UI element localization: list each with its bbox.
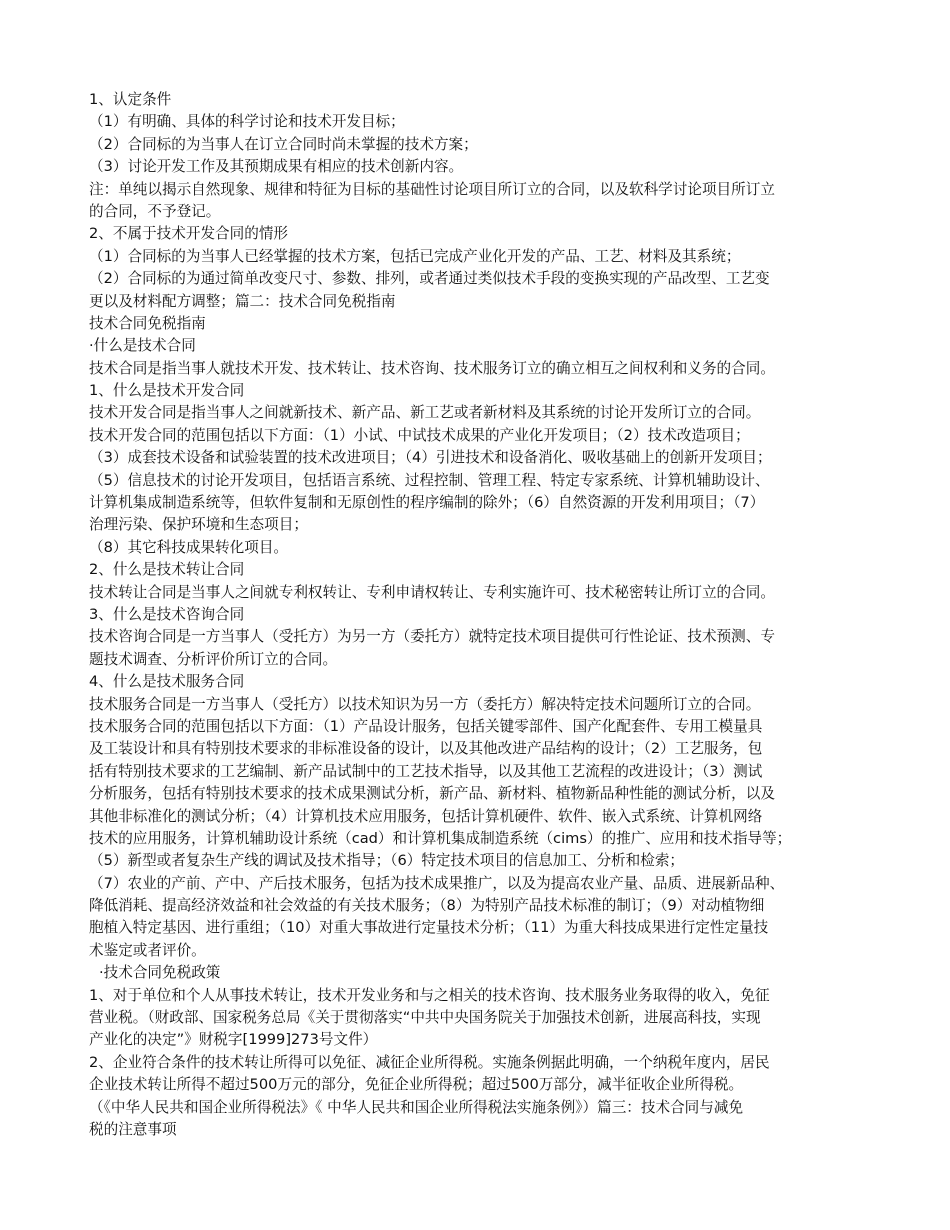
text-line: 1、对于单位和个人从事技术转让，技术开发业务和与之相关的技术咨询、技术服务业务取得的收入，免征: [89, 986, 770, 1004]
text-line: （8）其它科技成果转化项目。: [89, 538, 289, 556]
note-line: 注：单纯以揭示自然现象、规律和特征为目标的基础性讨论项目所订立的合同，以及软科学讨论项目所订立: [89, 180, 775, 198]
text-line: （3）讨论开发工作及其预期成果有相应的技术创新内容。: [89, 158, 464, 176]
heading-transfer-contract: 2、什么是技术转让合同: [89, 561, 245, 579]
text-line: （3）成套技术设备和试验装置的技术改进项目；（4）引进技术和设备消化、吸收基础上的创新开发项目；: [89, 449, 772, 467]
note-line: 的合同，不予登记。: [89, 202, 221, 220]
text-line: 治理污染、保护环境和生态项目；: [89, 516, 308, 534]
heading-consulting-contract: 3、什么是技术咨询合同: [89, 605, 245, 623]
text-line: 技术服务合同是一方当事人（受托方）以技术知识为另一方（委托方）解决特定技术问题所订立的合同。: [89, 695, 761, 713]
text-line: 技术咨询合同是一方当事人（受托方）为另一方（委托方）就特定技术项目提供可行性论证、技术预测、专: [89, 628, 775, 646]
text-line: （5）信息技术的讨论开发项目，包括语言系统、过程控制、管理工程、特定专家系统、计算机辅助设计、: [89, 471, 770, 489]
text-line: （7）农业的产前、产中、产后技术服务，包括为技术成果推广，以及为提高农业产量、品质、进展新品种、: [89, 874, 785, 892]
heading-recognition-conditions: 1、认定条件: [89, 91, 172, 108]
text-line: 题技术调查、分析评价所订立的合同。: [89, 650, 338, 668]
text-line: 及工装设计和具有特别技术要求的非标准设备的设计，以及其他改进产品结构的设计；（2）工艺服务，包: [89, 740, 763, 758]
text-line: 更以及材料配方调整；篇二：技术合同免税指南: [89, 292, 396, 310]
text-line: 产业化的决定”》财税字[1999]273号文件）: [89, 1031, 378, 1049]
text-line: （2）合同标的为通过简单改变尺寸、参数、排列，或者通过类似技术手段的变换实现的产品改型、工艺变: [89, 270, 770, 288]
heading-non-dev-contract: 2、不属于技术开发合同的情形: [89, 225, 289, 243]
text-line: 技术合同是指当事人就技术开发、技术转让、技术咨询、技术服务订立的确立相互之间权利和义务的合同。: [89, 359, 775, 377]
text-line: 其他非标准化的测试分析；（4）计算机技术应用服务，包括计算机硬件、软件、嵌入式系统、计算机网络: [89, 807, 763, 825]
heading-service-contract: 4、什么是技术服务合同: [89, 673, 245, 691]
heading-dev-contract: 1、什么是技术开发合同: [89, 382, 245, 400]
text-line: 计算机集成制造系统等，但软件复制和无原创性的程序编制的除外；（6）自然资源的开发利用项目；（7）: [89, 494, 765, 512]
text-line: 括有特别技术要求的工艺编制、新产品试制中的工艺技术指导，以及其他工艺流程的改进设计；（3）测试: [89, 762, 763, 780]
bullet-heading: ·技术合同免税政策: [99, 964, 221, 982]
text-line: 术鉴定或者评价。: [89, 941, 206, 959]
text-line: 技术开发合同的范围包括以下方面：（1）小试、中试技术成果的产业化开发项目；（2）技术改造项目；: [89, 426, 750, 444]
section-title: 技术合同免税指南: [89, 314, 206, 332]
text-line: 技术的应用服务，计算机辅助设计系统（cad）和计算机集成制造系统（cims）的推广、应用和技术指导等；: [89, 829, 792, 847]
text-line: 企业技术转让所得不超过500万元的部分，免征企业所得税；超过500万部分，减半征收企业所得税。: [89, 1076, 744, 1094]
text-line: 2、企业符合条件的技术转让所得可以免征、减征企业所得税。实施条例据此明确，一个纳税年度内，居民: [89, 1053, 770, 1071]
text-line: （5）新型或者复杂生产线的调试及技术指导；（6）特定技术项目的信息加工、分析和检索；: [89, 852, 685, 870]
text-line: 技术转让合同是当事人之间就专利权转让、专利申请权转让、专利实施许可、技术秘密转让所订立的合同。: [89, 583, 775, 601]
text-line: 技术开发合同是指当事人之间就新技术、新产品、新工艺或者新材料及其系统的讨论开发所订立的合同。: [89, 404, 761, 422]
text-line: 胞植入特定基因、进行重组；（10）对重大事故进行定量技术分析；（11）为重大科技成果进行定性定量技: [89, 919, 769, 937]
text-line: 税的注意事项: [89, 1120, 177, 1138]
text-line: 降低消耗、提高经济效益和社会效益的有关技术服务；（8）为特别产品技术标准的制订；（9）对动植物细: [89, 897, 765, 915]
text-line: 分析服务，包括有特别技术要求的技术成果测试分析，新产品、新材料、植物新品种性能的测试分析，以及: [89, 785, 775, 803]
text-line: （2）合同标的为当事人在订立合同时尚未掌握的技术方案；: [89, 135, 478, 153]
text-line: 营业税。（财政部、国家税务总局《关于贯彻落实“中共中央国务院关于加强技术创新，进展高科技，实现: [89, 1009, 761, 1027]
text-line: 技术服务合同的范围包括以下方面：（1）产品设计服务，包括关键零部件、国产化配套件、专用工模量具: [89, 717, 763, 735]
text-line: （1）有明确、具体的科学讨论和技术开发目标；: [89, 113, 405, 131]
text-line: （《中华人民共和国企业所得税法》《 中华人民共和国企业所得税法实施条例》）篇三：技术合同与减免: [89, 1098, 744, 1116]
document-body: [89, 89, 864, 1141]
text-line: （1）合同标的为当事人已经掌握的技术方案，包括已完成产业化开发的产品、工艺、材料及其系统；: [89, 247, 741, 265]
bullet-heading: ·什么是技术合同: [89, 337, 196, 355]
